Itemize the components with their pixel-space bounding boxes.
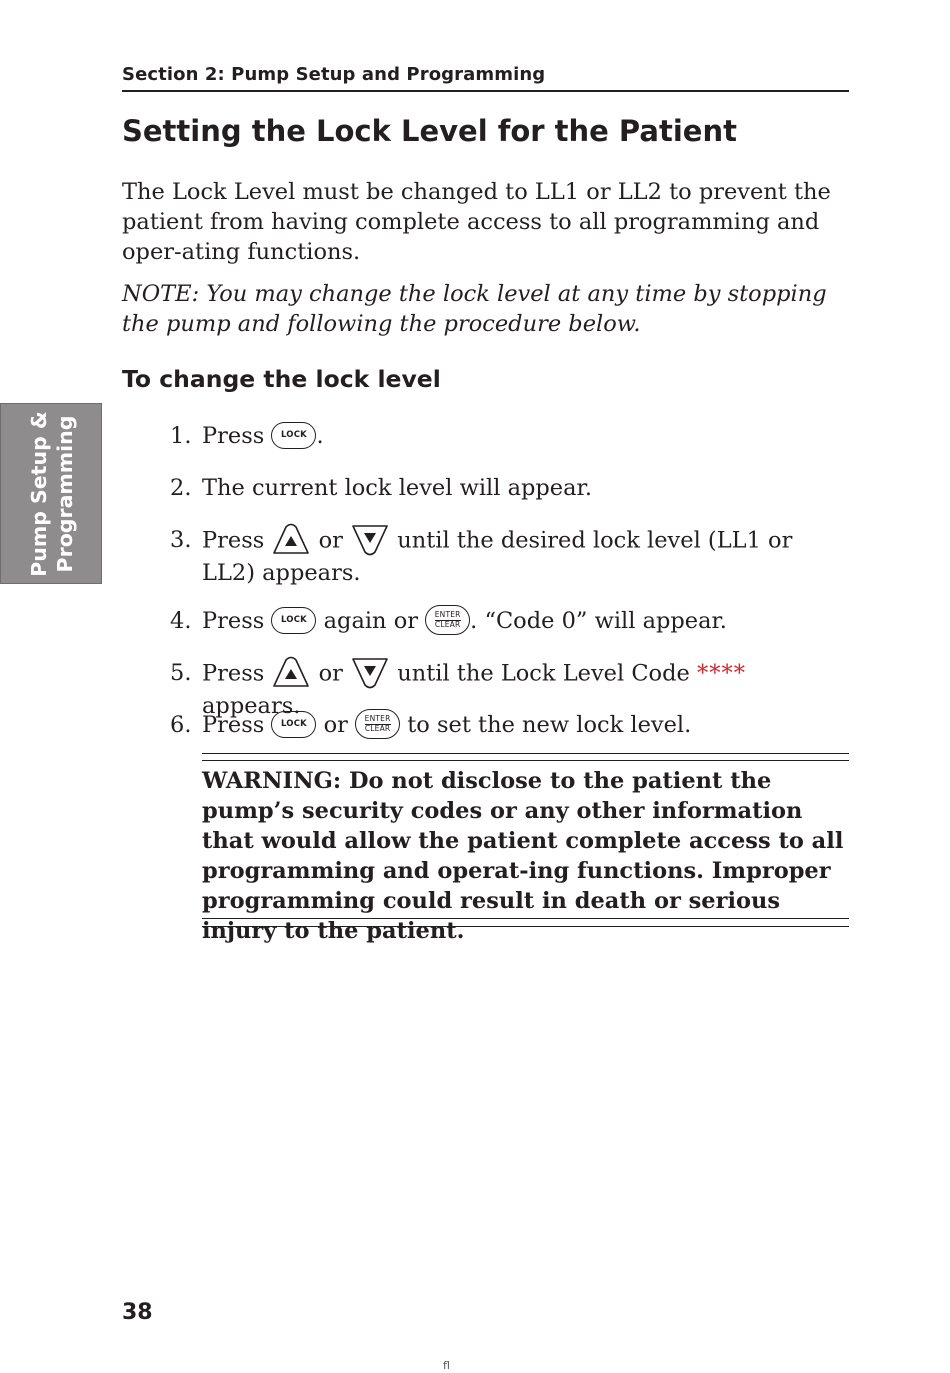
side-tab-line-1: Pump Setup &: [27, 411, 51, 577]
side-tab: [0, 403, 102, 584]
step-text: .: [316, 423, 324, 449]
step-number: 2.: [170, 475, 192, 501]
warning-top-rule: [202, 760, 849, 761]
step-number: 5.: [170, 660, 192, 686]
up-arrow-key-icon: [271, 656, 311, 689]
footer-mark: fl: [443, 1359, 450, 1372]
step-text: Press: [202, 423, 265, 449]
side-tab-label: [26, 404, 78, 585]
step-text: . “Code 0” will appear.: [470, 608, 727, 634]
down-arrow-key-icon: [350, 656, 390, 689]
step-text: again or: [323, 608, 418, 634]
page-number: 38: [122, 1300, 153, 1325]
header-rule: [122, 90, 849, 92]
page-title: Setting the Lock Level for the Patient: [122, 114, 737, 148]
step-text: until the Lock Level Code: [397, 660, 690, 687]
step-number: 4.: [170, 608, 192, 634]
step-4: [170, 606, 850, 637]
step-text: or: [318, 660, 343, 687]
lock-code-stars: ****: [696, 660, 746, 687]
note-label: NOTE:: [122, 281, 200, 307]
step-number: 6.: [170, 712, 192, 738]
step-text: Press: [202, 712, 265, 738]
step-text: until the desired lock level (LL1 or LL2) appears.: [202, 527, 793, 586]
clear-label: CLEAR: [434, 620, 461, 629]
enter-clear-key-icon: [355, 709, 400, 739]
warning-bottom-rule: [202, 918, 849, 919]
step-text: The current lock level will appear.: [202, 475, 592, 501]
lock-key-icon: LOCK: [271, 422, 316, 449]
enter-clear-key-icon: [425, 605, 470, 635]
step-number: 1.: [170, 423, 192, 449]
section-header: Section 2: Pump Setup and Programming: [122, 64, 546, 85]
warning-top-rule: [202, 753, 849, 754]
note-text: You may change the lock level at any time by stopping the pump and following the procedure below.: [122, 281, 827, 337]
step-1: [170, 421, 850, 451]
side-tab-line-2: Programming: [53, 415, 77, 573]
warning-text: WARNING: Do not disclose to the patient the pump’s security codes or any other information that would allow the patient complete access to all programming and operat-ing functions. Improper programming could result in death or serious injury to the patient.: [202, 768, 844, 944]
note-paragraph: [122, 279, 849, 339]
up-arrow-key-icon: [271, 523, 311, 556]
lock-key-icon: LOCK: [271, 607, 316, 634]
clear-label: CLEAR: [364, 724, 391, 733]
intro-paragraph: The Lock Level must be changed to LL1 or LL2 to prevent the patient from having complete access to all programming and oper-ating functions.: [122, 179, 831, 265]
step-3: [170, 525, 850, 588]
lock-key-icon: LOCK: [271, 711, 316, 738]
enter-label: ENTER: [364, 714, 391, 723]
procedure-subheading: To change the lock level: [122, 365, 441, 393]
enter-label: ENTER: [434, 610, 461, 619]
step-6: [170, 710, 850, 741]
step-text: appears.: [202, 693, 301, 719]
warning-bottom-rule: [202, 926, 849, 927]
step-2: [170, 473, 850, 503]
step-text: or: [323, 712, 348, 738]
step-number: 3.: [170, 527, 192, 553]
step-text: Press: [202, 660, 265, 687]
step-text: Press: [202, 527, 265, 554]
step-text: or: [318, 527, 343, 554]
down-arrow-key-icon: [350, 523, 390, 556]
step-text: Press: [202, 608, 265, 634]
step-text: to set the new lock level.: [407, 712, 692, 738]
